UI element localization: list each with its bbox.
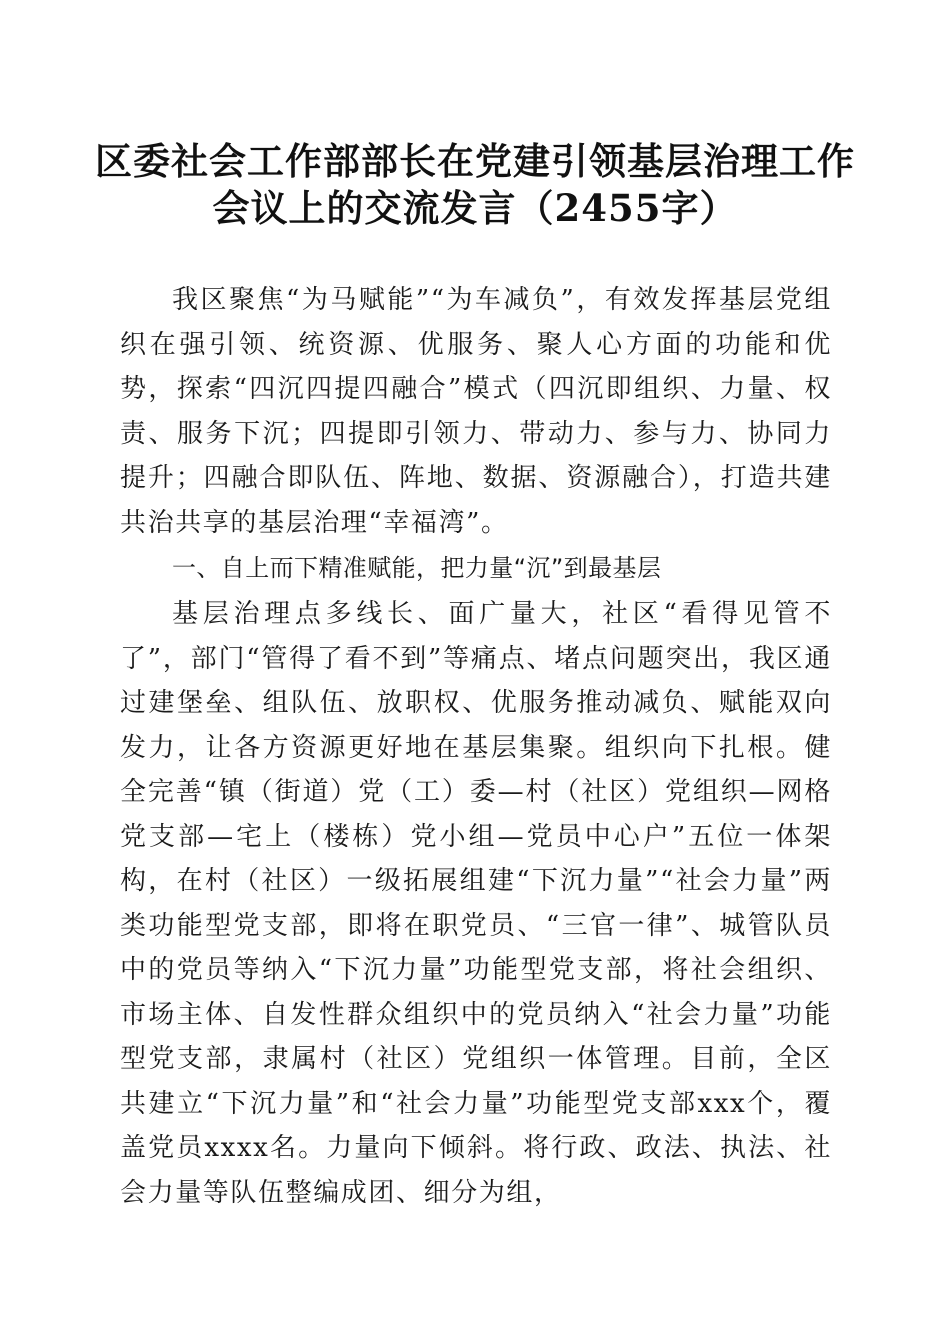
- intro-paragraph: 我区聚焦“为马赋能”“为车减负”，有效发挥基层党组织在强引领、统资源、优服务、聚人心方面的功能和优势，探索“四沉四提四融合”模式（四沉即组织、力量、权责、服务下沉；四提即引领力、带动力、参与力、协同力提升；四融合即队伍、阵地、数据、资源融合），打造共建共治共享的基层治理“幸福湾”。: [120, 285, 832, 538]
- title-line-2: 会议上的交流发言（2455字）: [212, 186, 738, 230]
- section-1-paragraph: 基层治理点多线长、面广量大，社区“看得见管不了”，部门“管得了看不到”等痛点、堵点问题突出，我区通过建堡垒、组队伍、放职权、优服务推动减负、赋能双向发力，让各方资源更好地在基层集聚。组织向下扎根。健全完善“镇（街道）党（工）委—村（社区）党组织—网格党支部—宅上（楼栋）党小组—党员中心户”五位一体架构，在村（社区）一级拓展组建“下沉力量”“社会力量”两类功能型党支部，即将在职党员、“三官一律”、城管队员中的党员等纳入“下沉力量”功能型党支部，将社会组织、市场主体、自发性群众组织中的党员纳入“社会力量”功能型党支部，隶属村（社区）党组织一体管理。目前，全区共建立“下沉力量”和“社会力量”功能型党支部xxx个，覆盖党员xxxx名。力量向下倾斜。将行政、政法、执法、社会力量等队伍整编成团、细分为组，: [120, 599, 832, 1208]
- title-line-1: 区委社会工作部部长在党建引领基层治理工作: [95, 139, 855, 183]
- document-title: [0, 138, 950, 232]
- section-heading-1: 一、自上而下精准赋能，把力量“沉”到最基层: [172, 554, 662, 582]
- document-body: [120, 278, 832, 1215]
